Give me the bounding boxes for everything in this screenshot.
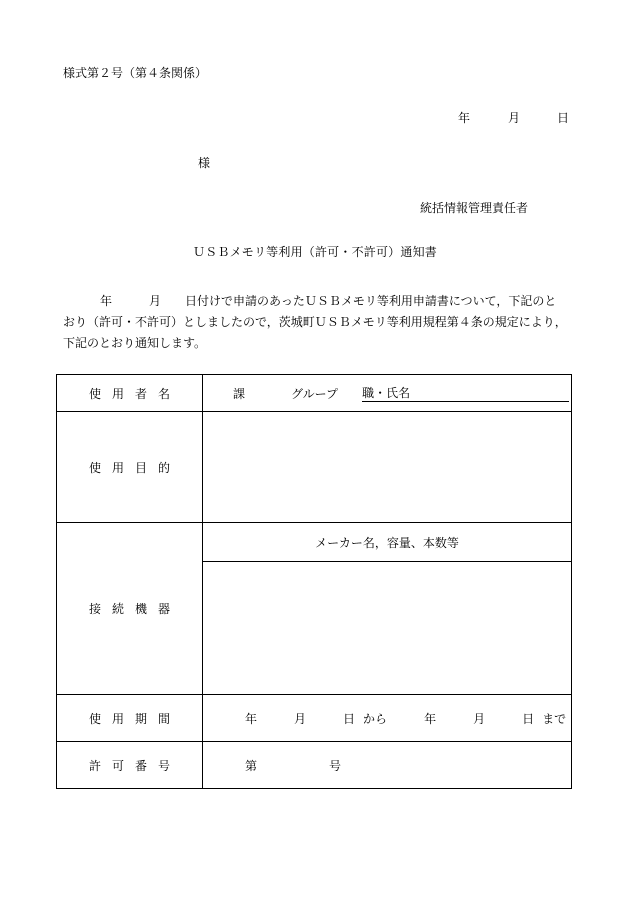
body-line-2: おり（許可・不許可）としましたので，茨城町ＵＳＢメモリ等利用規程第４条の規定により， bbox=[63, 315, 567, 329]
permit-suffix: 号 bbox=[329, 758, 342, 773]
document-title: ＵＳＢメモリ等利用（許可・不許可）通知書 bbox=[192, 245, 437, 259]
body-text bbox=[63, 291, 573, 354]
section-label: 課 bbox=[233, 386, 246, 401]
group-label: グループ bbox=[291, 386, 339, 401]
period-cell[interactable] bbox=[203, 695, 572, 742]
user-cell[interactable] bbox=[203, 375, 572, 412]
form-number-label: 様式第２号（第４条関係） bbox=[63, 66, 208, 80]
purpose-field[interactable] bbox=[203, 412, 572, 523]
date-day: 日 bbox=[557, 111, 570, 125]
device-label: 接続機器 bbox=[57, 523, 203, 695]
permit-cell[interactable] bbox=[203, 742, 572, 789]
body-line-1-text: 日付けで申請のあったＵＳＢメモリ等利用申請書について，下記のと bbox=[185, 294, 557, 308]
row-device-header bbox=[57, 523, 572, 562]
period-to-suffix: まで bbox=[542, 711, 567, 726]
date-year: 年 bbox=[458, 111, 471, 125]
body-month: 月 bbox=[149, 294, 162, 308]
name-field[interactable] bbox=[362, 384, 569, 402]
body-line-3: 下記のとおり通知します。 bbox=[63, 336, 207, 350]
row-permit bbox=[57, 742, 572, 789]
period-from-day: 日 bbox=[343, 711, 356, 726]
period-to-year: 年 bbox=[424, 711, 437, 726]
period-to-day: 日 bbox=[522, 711, 535, 726]
row-user bbox=[57, 375, 572, 412]
row-period bbox=[57, 695, 572, 742]
application-table bbox=[56, 374, 572, 789]
period-from-year: 年 bbox=[245, 711, 258, 726]
user-label: 使用者名 bbox=[57, 375, 203, 412]
row-purpose bbox=[57, 412, 572, 523]
period-from-suffix: から bbox=[363, 711, 388, 726]
device-detail-field[interactable] bbox=[203, 562, 572, 695]
permit-label: 許可番号 bbox=[57, 742, 203, 789]
purpose-label: 使用目的 bbox=[57, 412, 203, 523]
body-line-1 bbox=[63, 291, 573, 312]
permit-prefix: 第 bbox=[245, 758, 258, 773]
addressee-suffix: 様 bbox=[198, 156, 211, 170]
title-name-label: 職・氏名 bbox=[362, 386, 411, 400]
period-to-month: 月 bbox=[473, 711, 486, 726]
body-year: 年 bbox=[100, 294, 113, 308]
sender-title: 統括情報管理責任者 bbox=[420, 201, 529, 215]
period-from-month: 月 bbox=[294, 711, 307, 726]
period-label: 使用期間 bbox=[57, 695, 203, 742]
device-header: メーカー名，容量、本数等 bbox=[203, 523, 572, 562]
date-month: 月 bbox=[508, 111, 521, 125]
